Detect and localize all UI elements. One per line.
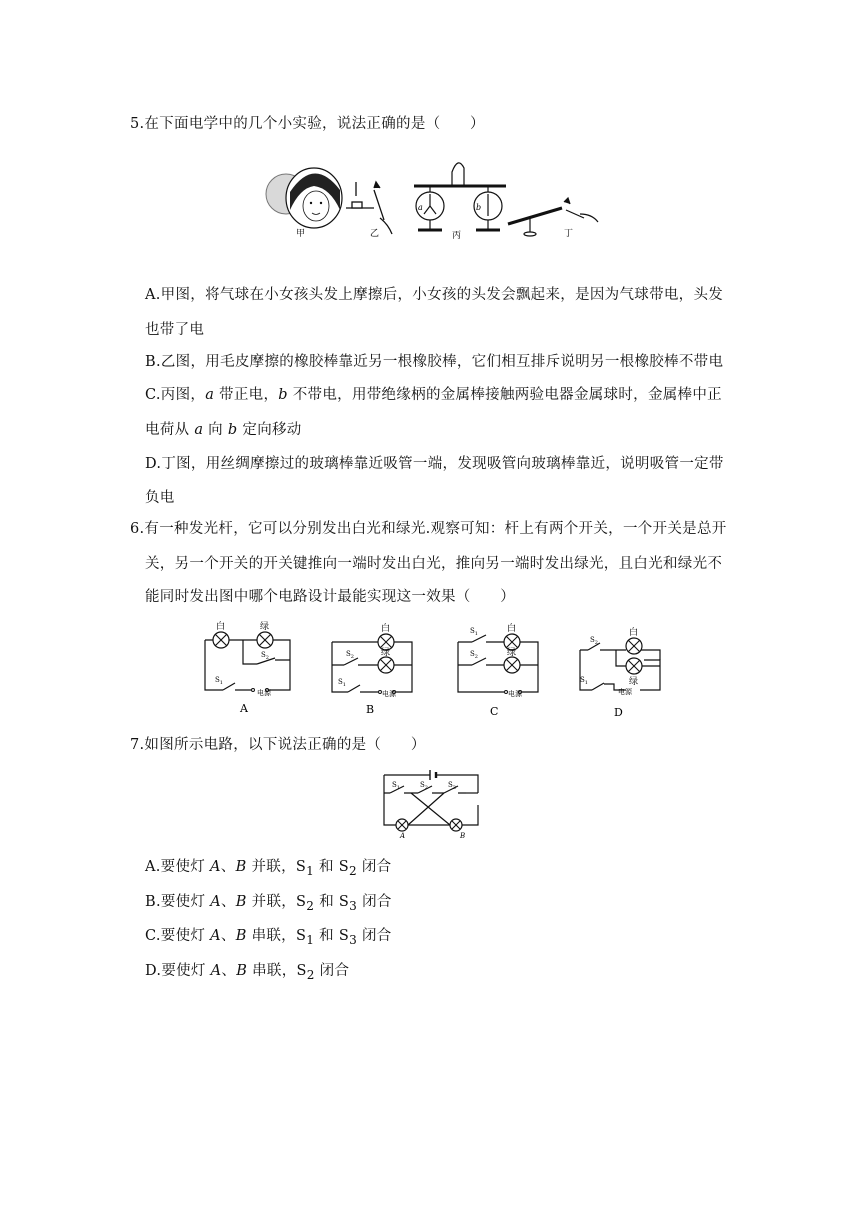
- svg-text:电源: 电源: [508, 690, 522, 698]
- svg-text:S1: $S_1$: [338, 678, 346, 688]
- circuit-diagram-c: [452, 620, 552, 720]
- svg-text:S2: $S_2$: [470, 650, 478, 660]
- svg-text:A: A: [400, 832, 406, 840]
- q5-option-d-line2: 负电: [145, 490, 175, 506]
- svg-text:白: 白: [629, 628, 639, 638]
- svg-text:电源: 电源: [382, 690, 396, 698]
- q7-option-b: B.要使灯 A、B 并联，$S_2$ 和 $S_3$ 闭合: [145, 894, 392, 913]
- q7-option-a: A.要使灯 A、B 并联，$S_1$ 和 $S_2$ 闭合: [145, 859, 392, 878]
- lamp-green-icon: [626, 658, 642, 674]
- svg-text:S3: $S_3$: [448, 781, 456, 791]
- figure-yi-rods: [346, 182, 392, 234]
- circuit-label-c: C: [490, 705, 499, 718]
- svg-text:S1: $S_1$: [470, 627, 478, 637]
- q5-option-d-line1: D.丁图，用丝绸摩擦过的玻璃棒靠近吸管一端，发现吸管向玻璃棒靠近，说明吸管一定带: [145, 456, 724, 472]
- svg-text:绿: 绿: [381, 648, 391, 658]
- lamp-green-icon: [257, 632, 273, 648]
- q5-option-b: B.乙图，用毛皮摩擦的橡胶棒靠近另一根橡胶棒，它们相互排斥说明另一根橡胶棒不带电: [145, 354, 724, 370]
- circuit-diagram-a: [195, 620, 295, 720]
- lamp-green-icon: [504, 657, 520, 673]
- lamp-white-icon: [213, 632, 229, 648]
- circuit-diagram-b: [326, 620, 426, 720]
- fig-label-ding: 丁: [564, 229, 574, 239]
- q7-circuit-diagram: [378, 765, 488, 840]
- svg-text:绿: 绿: [507, 648, 517, 658]
- svg-text:S1: $S_1$: [215, 676, 223, 686]
- svg-text:白: 白: [507, 624, 517, 634]
- fig-label-bing: 丙: [452, 231, 462, 241]
- svg-text:S2: $S_2$: [420, 781, 428, 791]
- svg-text:白: 白: [381, 624, 391, 634]
- q5-option-c-line1: C.丙图，a 带正电，b 不带电，用带绝缘柄的金属棒接触两验电器金属球时，金属棒中正: [145, 387, 722, 403]
- q5-figure: [262, 148, 607, 241]
- svg-text:白: 白: [216, 622, 226, 632]
- svg-text:S2: $S_2$: [590, 636, 598, 646]
- svg-text:B: B: [460, 832, 466, 840]
- figure-ding-straw: [508, 198, 598, 236]
- q6-stem-line2: 关，另一个开关的开关键推向一端时发出白光，推向另一端时发出绿光，且白光和绿光不: [145, 556, 723, 572]
- figure-bing-electroscopes: [414, 163, 506, 230]
- q5-option-a-line1: A.甲图，将气球在小女孩头发上摩擦后，小女孩的头发会飘起来，是因为气球带电，头发: [145, 287, 724, 303]
- svg-text:S1: $S_1$: [580, 676, 588, 686]
- lamp-a-icon: [396, 819, 408, 831]
- svg-text:绿: 绿: [260, 622, 270, 632]
- lamp-green-icon: [378, 657, 394, 673]
- q5-option-a-line2: 也带了电: [145, 322, 205, 338]
- figure-jia-girl-balloon: [266, 168, 342, 228]
- q7-option-d: D.要使灯 A、B 串联，$S_2$ 闭合: [145, 963, 350, 982]
- q6-stem-line1: 6.有一种发光杆，它可以分别发出白光和绿光.观察可知：杆上有两个开关，一个开关是总开: [130, 521, 727, 537]
- q7-stem: 7.如图所示电路，以下说法正确的是（ ）: [130, 737, 426, 753]
- svg-text:电源: 电源: [257, 689, 271, 697]
- fig-label-jia: 甲: [296, 229, 306, 239]
- svg-text:绿: 绿: [629, 677, 639, 687]
- svg-text:S2: $S_2$: [261, 651, 269, 661]
- lamp-b-icon: [450, 819, 462, 831]
- q5-stem: 5.在下面电学中的几个小实验，说法正确的是（ ）: [130, 116, 485, 132]
- circuit-label-b: B: [366, 703, 375, 716]
- q5-option-c-line2: 电荷从 a 向 b 定向移动: [145, 422, 302, 438]
- circuit-label-a: A: [240, 702, 248, 715]
- q7-option-c: C.要使灯 A、B 串联，$S_1$ 和 $S_3$ 闭合: [145, 928, 392, 947]
- svg-text:电源: 电源: [618, 688, 632, 696]
- svg-text:S1: $S_1$: [392, 781, 400, 791]
- lamp-white-icon: [626, 638, 642, 654]
- electroscope-label-a: a: [418, 203, 423, 212]
- svg-text:S2: $S_2$: [346, 650, 354, 660]
- circuit-diagram-d: [574, 630, 674, 725]
- electroscope-label-b: b: [476, 203, 482, 212]
- q6-stem-line3: 能同时发出图中哪个电路设计最能实现这一效果（ ）: [145, 589, 515, 605]
- circuit-label-d: D: [614, 706, 623, 719]
- fig-label-yi: 乙: [370, 229, 380, 239]
